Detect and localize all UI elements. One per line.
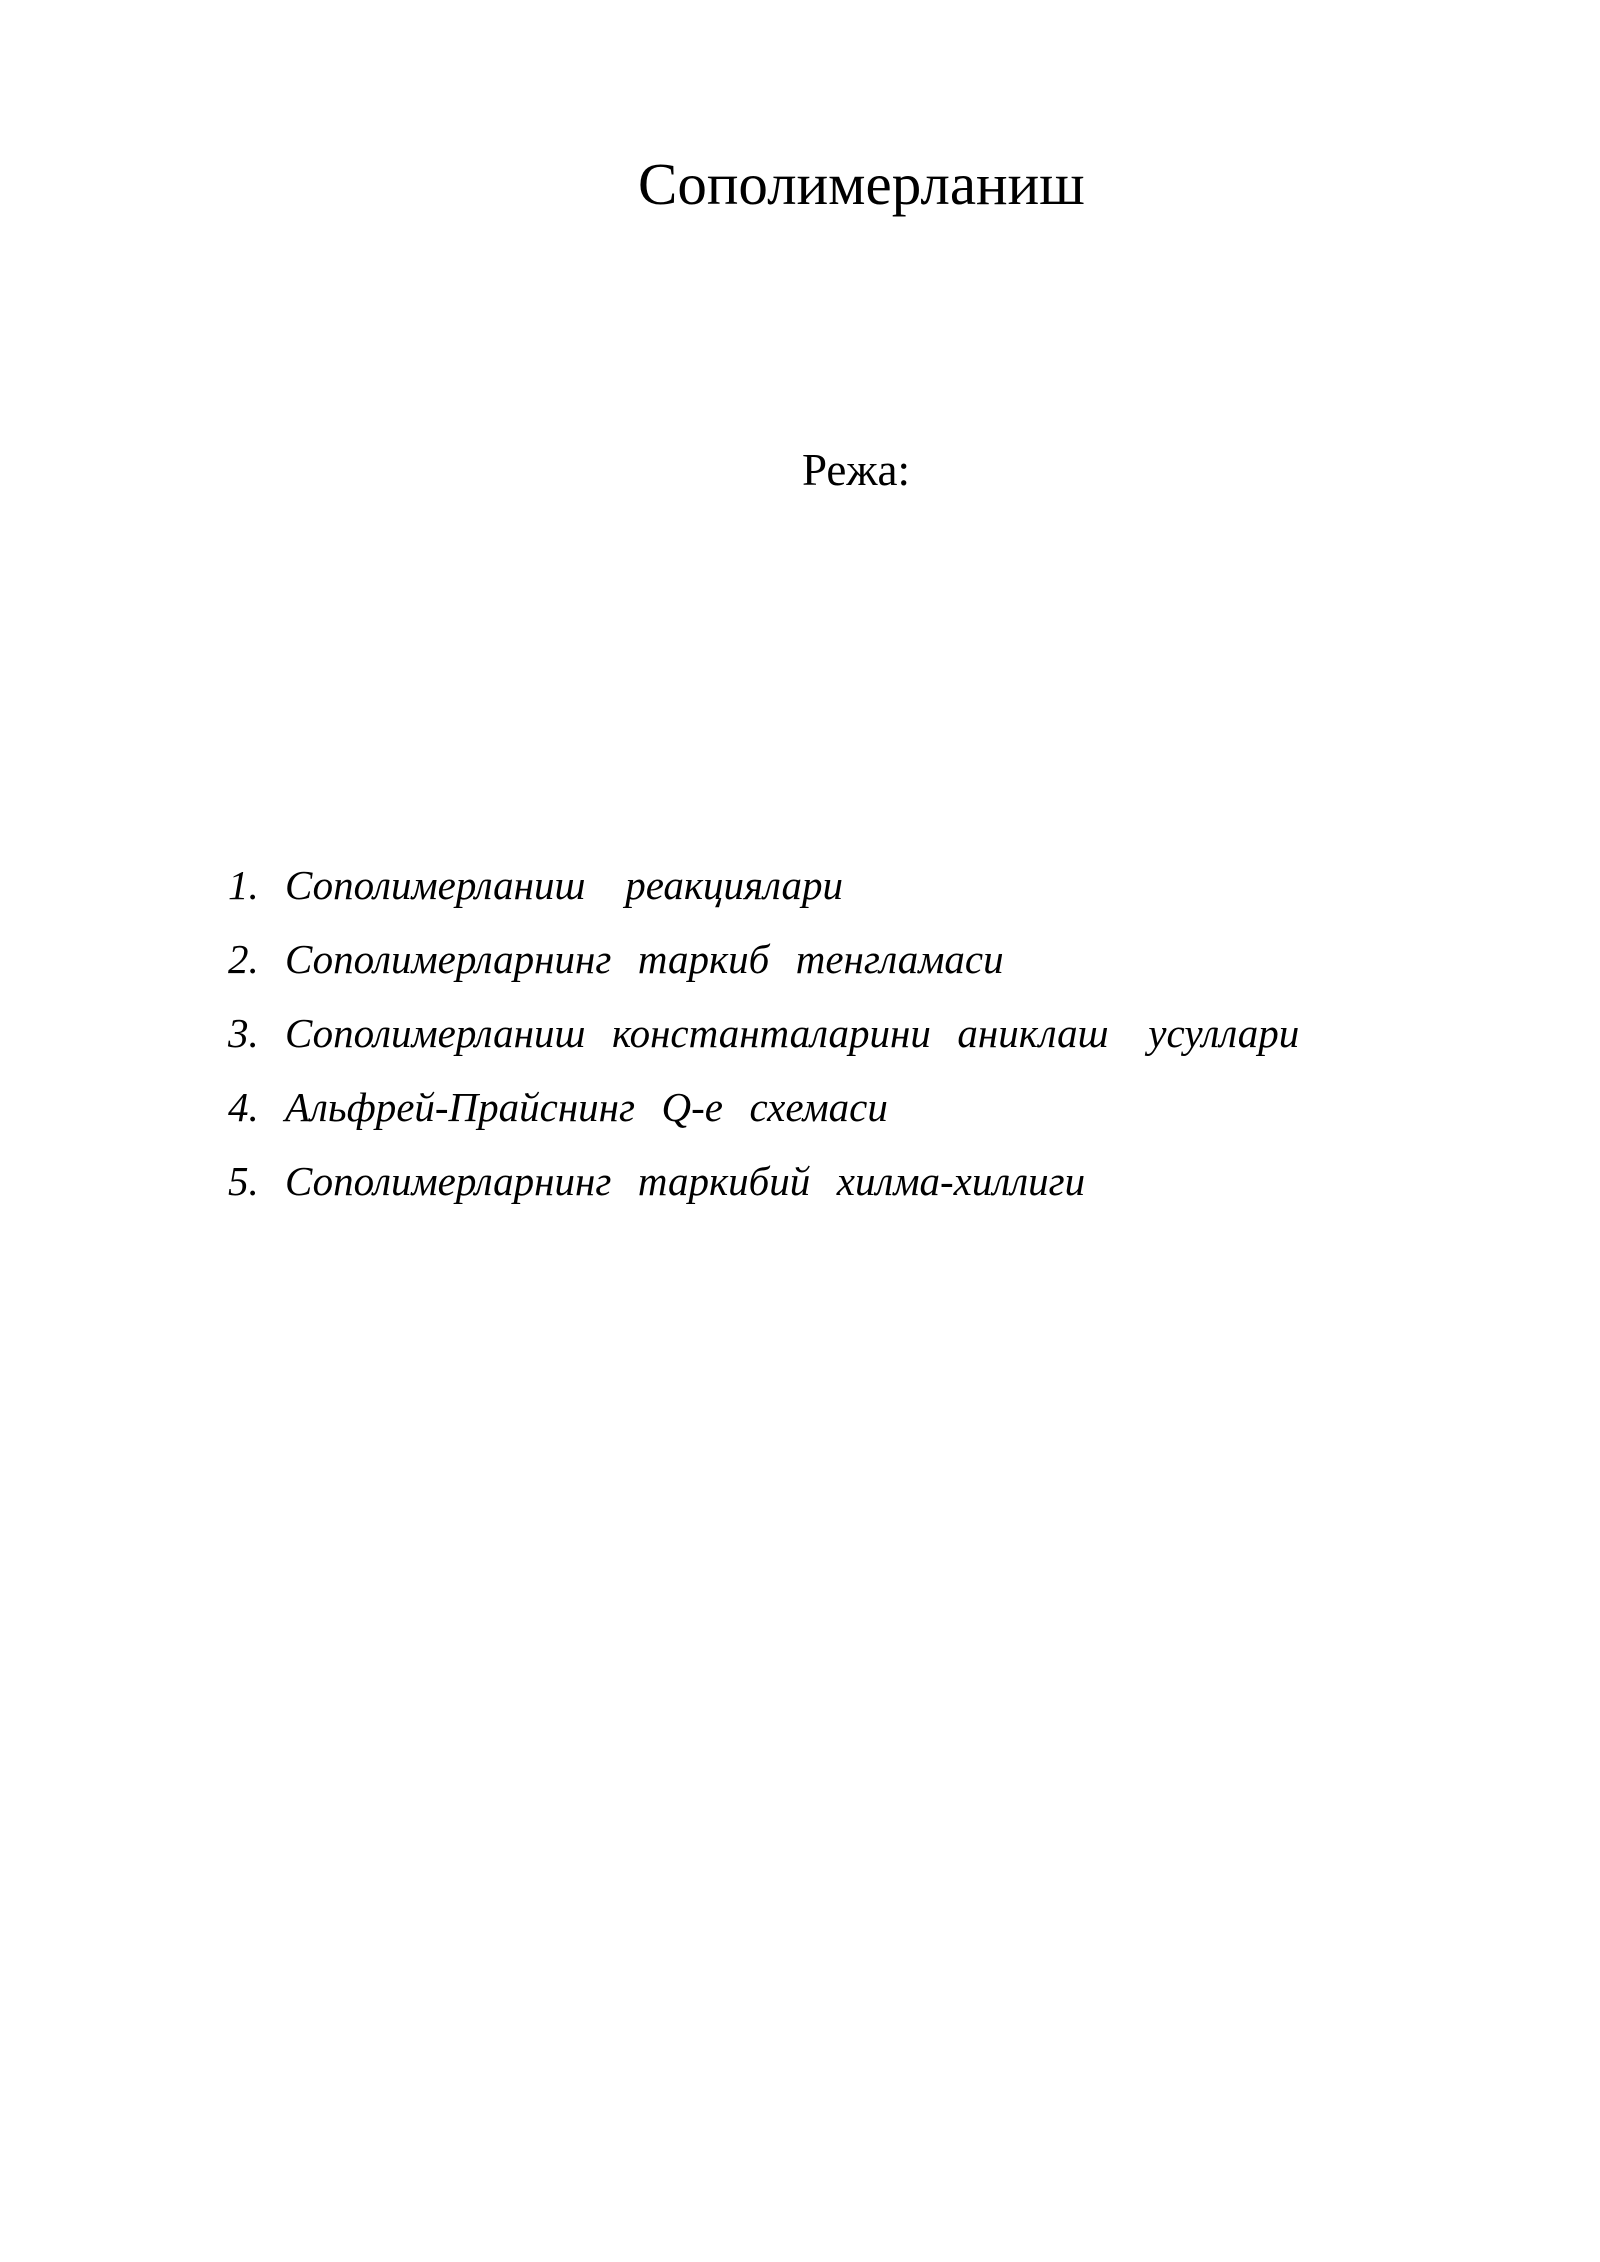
plan-item-text: Сополимерларнинг таркиб тенгламаси (285, 936, 1004, 982)
plan-item-text: Сополимерланиш реакциялари (285, 862, 843, 908)
plan-item-text: Альфрей-Прайснинг Q-e схемаси (285, 1084, 888, 1130)
plan-item-number: 2. (228, 936, 259, 982)
plan-item (228, 996, 1299, 1070)
document-title: Сополимерланиш (638, 151, 1085, 217)
plan-item-number: 4. (228, 1084, 259, 1130)
plan-item (228, 848, 1299, 922)
plan-item-text: Сополимерланиш константаларини аниклаш усуллари (285, 1010, 1300, 1056)
plan-item (228, 922, 1299, 996)
plan-list (228, 848, 1299, 1218)
plan-item-number: 5. (228, 1158, 259, 1204)
plan-item (228, 1070, 1299, 1144)
plan-item-text: Сополимерларнинг таркибий хилма-хиллиги (285, 1158, 1086, 1204)
plan-item-number: 3. (228, 1010, 259, 1056)
plan-item-number: 1. (228, 862, 259, 908)
plan-heading: Режа: (802, 445, 910, 495)
plan-item (228, 1144, 1299, 1218)
